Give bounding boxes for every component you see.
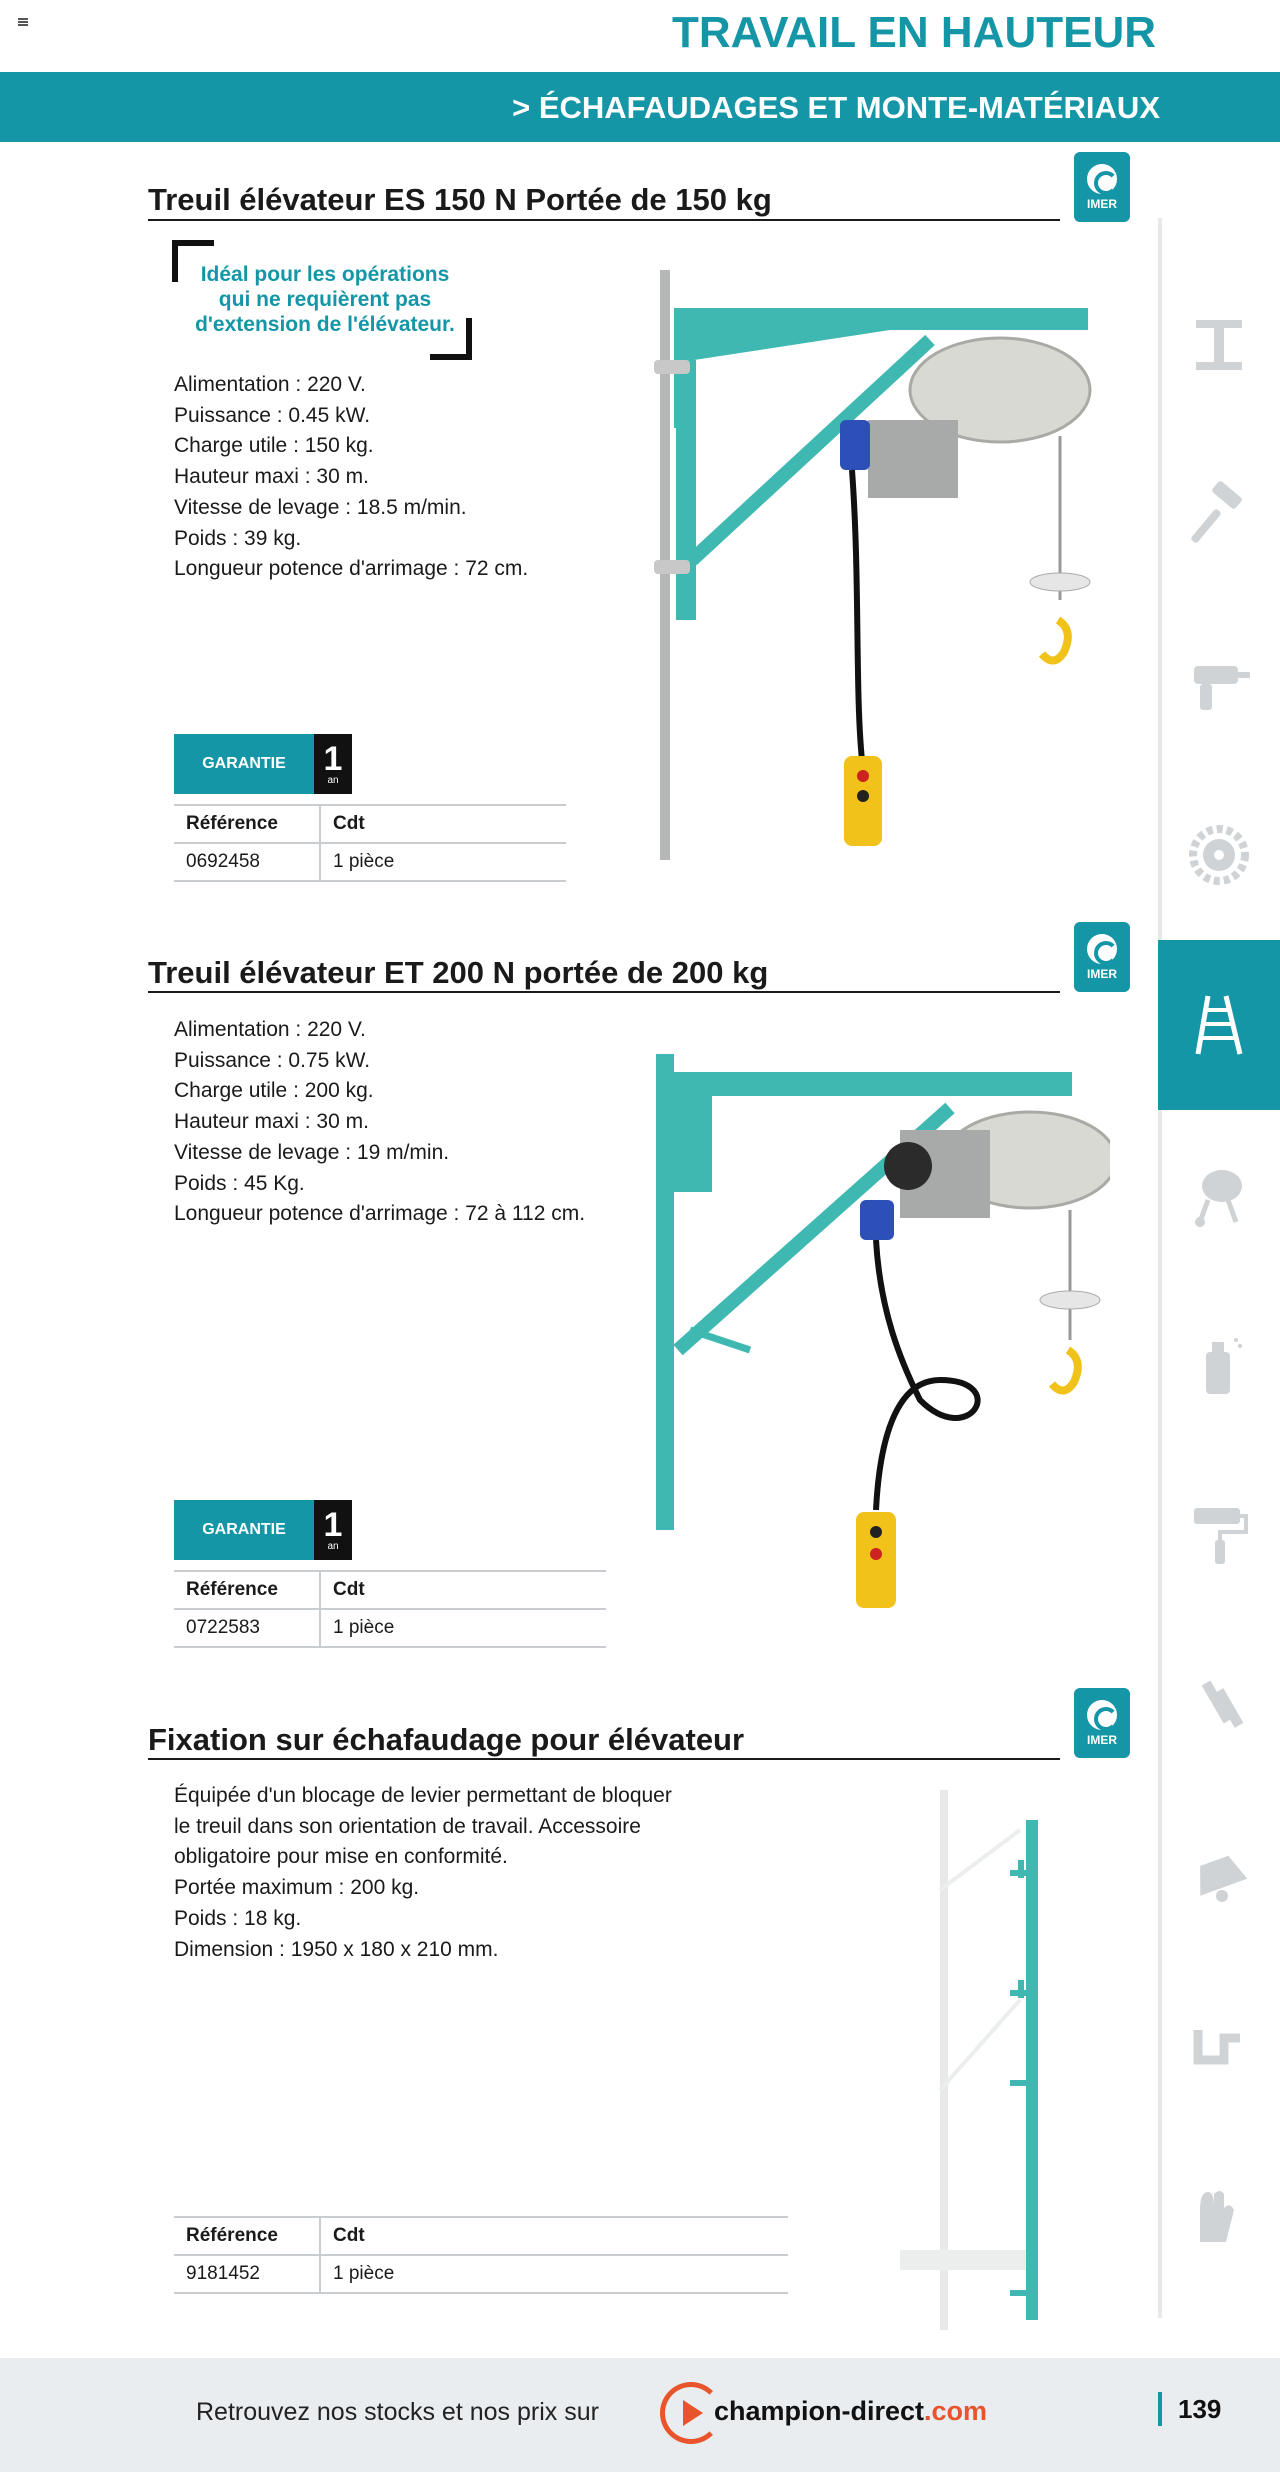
imer-swirl-icon [1087,934,1117,964]
imer-logo-word: IMER [1087,966,1117,981]
spec-line: Longueur potence d'arrimage : 72 à 112 cm. [174,1202,586,1226]
spec-line: Charge utile : 150 kg. [174,434,374,458]
callout-text: Idéal pour les opérations qui ne requièrent pas d'extension de l'élévateur. [195,263,455,336]
scaffold-bracket-image [900,1790,1070,2330]
category-side-nav [1158,260,1280,2320]
nav-item-beam[interactable] [1158,260,1280,430]
title-divider [148,991,1060,993]
nav-item-gloves[interactable] [1158,2130,1280,2300]
table-cell-conditioning: 1 pièce [320,1609,606,1647]
imer-logo-word: IMER [1087,196,1117,211]
section-subtitle-bar [0,72,1280,142]
nav-item-concrete-mixer[interactable] [1158,1110,1280,1280]
warranty-label: GARANTIE [174,1500,314,1560]
nav-item-spray-can[interactable] [1158,1280,1280,1450]
plumbing-pipe-icon [1184,2010,1254,2080]
nav-item-lamp[interactable] [1158,1790,1280,1960]
nav-item-saw-blade[interactable] [1158,770,1280,940]
spec-list [174,370,528,585]
ladder-icon [1184,990,1254,1060]
table-header: Référence [174,805,320,843]
product-title: Treuil élévateur ES 150 N Portée de 150 kg [148,182,772,217]
table-header: Référence [174,2217,320,2255]
spec-line: Portée maximum : 200 kg. [174,1876,420,1900]
lamp-icon [1184,1840,1254,1910]
warranty-badge [174,1500,352,1560]
table-header: Cdt [320,1571,606,1609]
warranty-label: GARANTIE [174,734,314,794]
spec-line: Équipée d'un blocage de levier permettant de bloquer [174,1784,672,1807]
page-footer [0,2358,1280,2472]
table-header: Référence [174,1571,320,1609]
nav-item-hammer[interactable] [1158,430,1280,600]
spec-line: le treuil dans son orientation de travail. Accessoire [174,1814,641,1838]
et200n-hoist-image [650,1050,1110,1670]
reference-table [174,1570,606,1648]
spec-line: Poids : 18 kg. [174,1906,302,1930]
imer-swirl-icon [1087,1700,1117,1730]
spec-line: Vitesse de levage : 19 m/min. [174,1140,450,1164]
page-title: TRAVAIL EN HAUTEUR [672,8,1156,57]
imer-brand-logo [1074,922,1130,992]
spec-line: Longueur potence d'arrimage : 72 cm. [174,557,529,581]
table-header: Cdt [320,805,566,843]
product-title: Treuil élévateur ET 200 N portée de 200 kg [148,955,769,990]
spec-line: Puissance : 0.45 kW. [174,403,371,427]
section-subtitle: > ÉCHAFAUDAGES ET MONTE-MATÉRIAUX [512,90,1160,125]
page-number: 139 [1178,2394,1222,2424]
concrete-mixer-icon [1184,1160,1254,1230]
hammer-icon [1184,480,1254,550]
spec-line: Poids : 39 kg. [174,526,302,550]
warranty-years-unit: an [327,1541,339,1552]
nav-item-screws[interactable] [1158,1620,1280,1790]
warranty-years-number: 1 [323,1506,343,1544]
reference-table [174,2216,788,2294]
es150n-hoist-image [640,260,1110,860]
table-cell-reference: 9181452 [174,2255,320,2293]
spec-line: Hauteur maxi : 30 m. [174,465,369,489]
spec-line: Hauteur maxi : 30 m. [174,1110,369,1134]
product-title: Fixation sur échafaudage pour élévateur [148,1722,745,1757]
nav-item-ladder[interactable] [1158,940,1280,1110]
imer-brand-logo [1074,152,1130,222]
spec-line: Alimentation : 220 V. [174,1018,366,1041]
title-divider [148,219,1060,221]
spec-list [174,1781,672,1965]
title-divider [148,1758,1060,1760]
nav-item-plumbing[interactable] [1158,1960,1280,2130]
table-header: Cdt [320,2217,788,2255]
paint-roller-icon [1184,1500,1254,1570]
spec-line: Puissance : 0.75 kW. [174,1048,371,1072]
footer-brand-tld: .com [924,2396,988,2426]
table-row [174,2255,788,2293]
reference-table [174,804,566,882]
champion-play-icon [660,2382,722,2444]
nav-item-drill[interactable] [1158,600,1280,770]
table-row [174,1609,606,1647]
table-row [174,843,566,881]
warranty-badge [174,734,352,794]
warranty-years-number: 1 [323,740,343,778]
spec-line: Poids : 45 Kg. [174,1171,305,1195]
page-number-bar [1158,2392,1162,2426]
table-cell-reference: 0692458 [174,843,320,881]
table-cell-reference: 0722583 [174,1609,320,1647]
spec-line: Dimension : 1950 x 180 x 210 mm. [174,1937,499,1961]
warranty-years [314,734,352,794]
menu-icon[interactable] [18,18,28,26]
spec-line: obligatoire pour mise en conformité. [174,1845,508,1869]
imer-brand-logo [1074,1688,1130,1758]
saw-blade-icon [1184,820,1254,890]
spec-list [174,1015,585,1230]
imer-swirl-icon [1087,164,1117,194]
imer-logo-word: IMER [1087,1732,1117,1747]
steel-beam-icon [1184,310,1254,380]
usage-callout [172,240,472,360]
work-gloves-icon [1184,2180,1254,2250]
table-cell-conditioning: 1 pièce [320,2255,788,2293]
screws-icon [1184,1670,1254,1740]
drill-icon [1184,650,1254,720]
footer-text: Retrouvez nos stocks et nos prix sur [196,2398,599,2426]
spray-can-icon [1184,1330,1254,1400]
footer-brand-link[interactable] [714,2396,987,2427]
warranty-years [314,1500,352,1560]
nav-item-paint-roller[interactable] [1158,1450,1280,1620]
spec-line: Vitesse de levage : 18.5 m/min. [174,495,467,519]
spec-line: Charge utile : 200 kg. [174,1079,374,1103]
spec-line: Alimentation : 220 V. [174,373,366,396]
warranty-years-unit: an [327,775,339,786]
table-cell-conditioning: 1 pièce [320,843,566,881]
footer-brand-main: champion-direct [714,2396,925,2426]
